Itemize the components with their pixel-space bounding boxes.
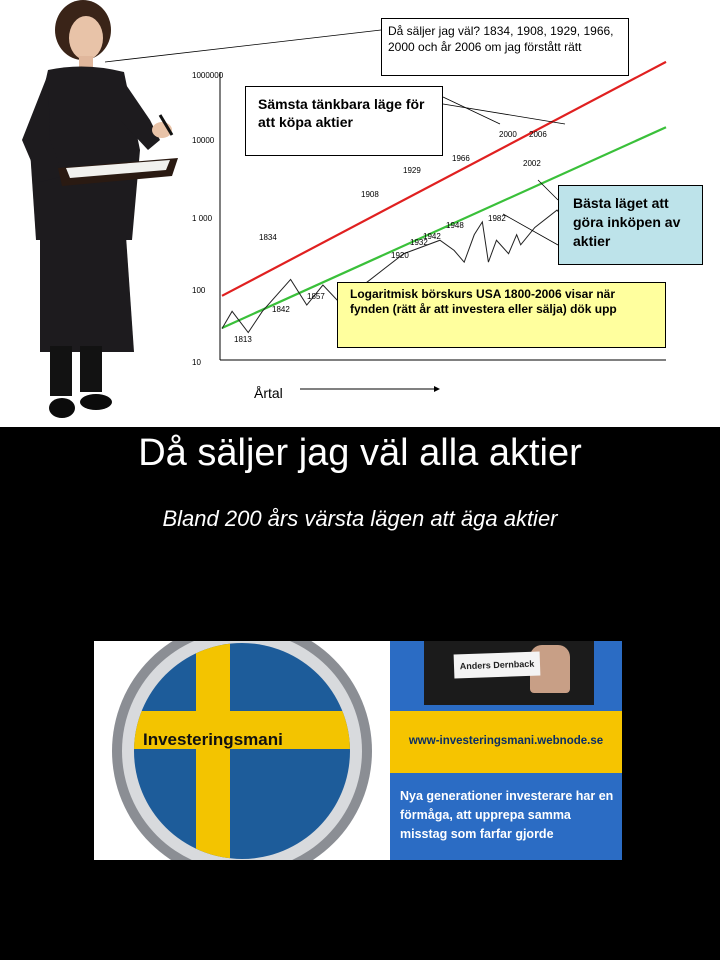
right-boot	[80, 394, 112, 410]
business-card: Anders Dernback	[454, 652, 541, 679]
y-tick-label: 10000	[192, 136, 215, 145]
callout-pointer	[538, 180, 558, 200]
year-label: 1932	[410, 238, 428, 247]
year-label: 2006	[529, 130, 547, 139]
year-label: 2000	[499, 130, 517, 139]
flag-cross-vertical	[196, 641, 230, 860]
year-label: 1842	[272, 305, 290, 314]
callout-pointer	[443, 104, 565, 124]
callout-chart-note: Logaritmisk börskurs USA 1800-2006 visar när fynden (rätt år att investera eller sälja) dök upp	[337, 282, 666, 348]
y-tick-label: 1 000	[192, 214, 213, 223]
website-url[interactable]: www-investeringsmani.webnode.se	[408, 735, 604, 747]
banner-tagline: Nya generationer investerare har en förmåga, att upprepa samma misstag som farfar gjorde	[400, 789, 614, 841]
promo-banner	[94, 641, 622, 860]
year-label: 1834	[259, 233, 277, 242]
callout-pointer	[443, 97, 500, 124]
year-label: 1982	[488, 214, 506, 223]
year-label: 1948	[446, 221, 464, 230]
callout-worst-time: Sämsta tänkbara läge för att köpa aktier	[245, 86, 443, 156]
banner-info-panel	[390, 641, 622, 860]
swedish-flag-logo	[94, 641, 390, 860]
business-card-photo	[390, 641, 622, 709]
year-label: 1929	[403, 166, 421, 175]
x-axis-arrowhead	[434, 386, 440, 392]
year-label: 1813	[234, 335, 252, 344]
callout-best-time: Bästa läget att göra inköpen av aktier	[558, 185, 703, 265]
year-label: 1857	[307, 292, 325, 301]
y-tick-label: 1000000	[192, 71, 224, 80]
logo-disc	[134, 643, 350, 859]
logo-text: Investeringsmani	[143, 730, 283, 749]
callout-pointer	[503, 214, 558, 245]
skirt	[40, 236, 134, 352]
businesswoman-figure	[0, 0, 200, 427]
y-tick-label: 10	[192, 358, 201, 367]
callout-top-question: Då säljer jag väl? 1834, 1908, 1929, 1966, 2000 och år 2006 om jag förstått rätt	[381, 18, 629, 76]
left-boot	[49, 398, 75, 418]
year-label: 1920	[391, 251, 409, 260]
year-label: 1966	[452, 154, 470, 163]
x-axis-label: Årtal	[254, 385, 283, 401]
page-subtitle: Bland 200 års värsta lägen att äga aktier	[162, 506, 558, 531]
page-title: Då säljer jag väl alla aktier	[138, 432, 582, 474]
left-leg	[50, 346, 72, 396]
year-label: 1942	[423, 232, 441, 241]
year-label: 2002	[523, 159, 541, 168]
top-illustration-area	[0, 0, 720, 427]
y-tick-label: 100	[192, 286, 206, 295]
year-label: 1908	[361, 190, 379, 199]
face	[69, 16, 103, 60]
right-leg	[80, 346, 102, 392]
